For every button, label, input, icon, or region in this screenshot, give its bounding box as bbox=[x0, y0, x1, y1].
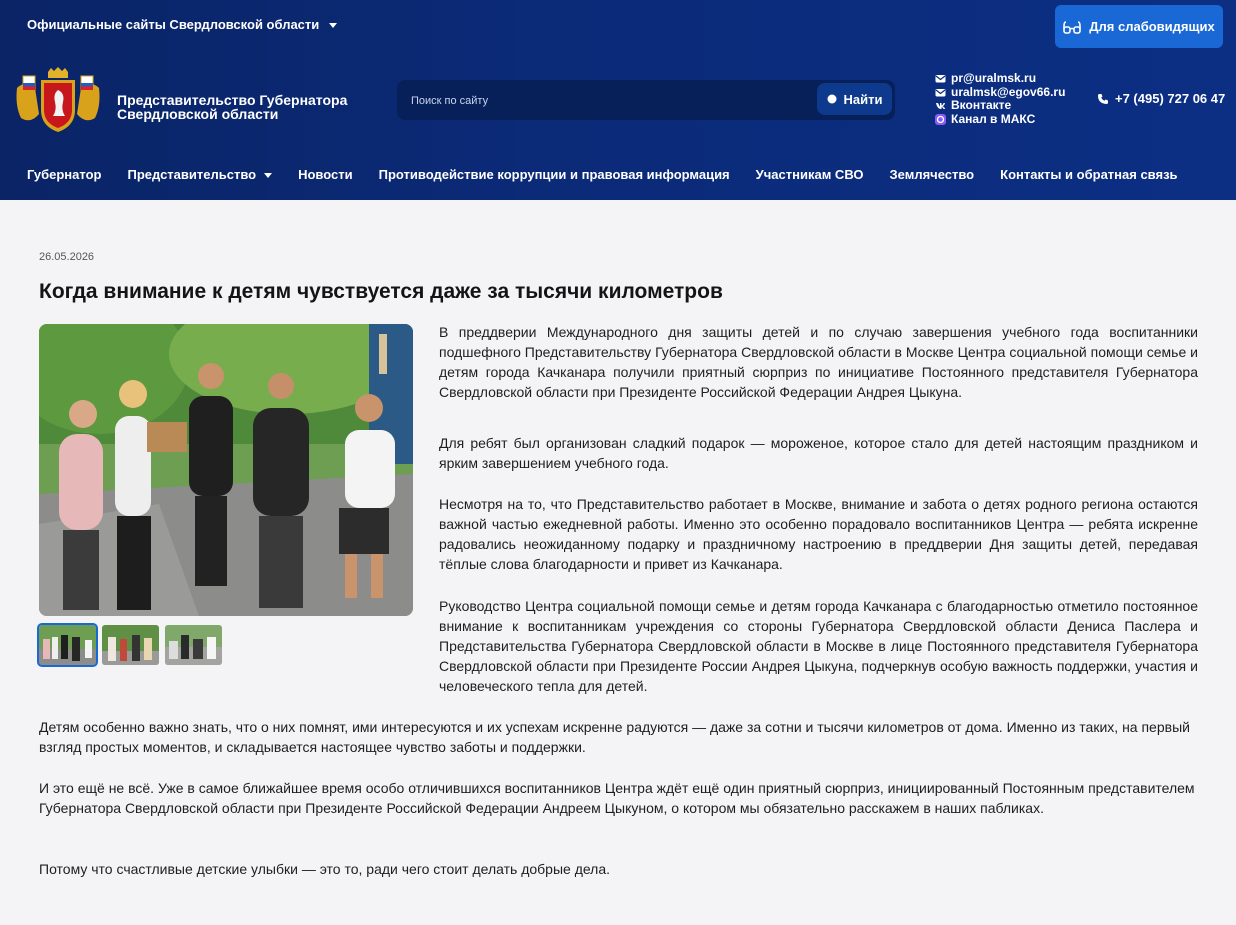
main-nav bbox=[27, 167, 1204, 182]
article-paragraph-5: Детям особенно важно знать, что о них помнят, ими интересуются и их успехам искренне радуются — даже за сотни и тысячи километров от дома. Именно из таких, на первый взгляд простых моментов, и складывается настоящее чувство заботы и поддержки. bbox=[39, 719, 1190, 755]
accessibility-button[interactable] bbox=[1055, 5, 1223, 48]
article-paragraph-3: Несмотря на то, что Представительство работает в Москве, внимание и забота о детях родного региона остаются важной частью ежедневной работы. Именно это особенно порадовало воспитанников Центра — ребята искренне радовались неожиданному подарку и праздничному настроению в преддверии Дня защиты детей, передавая тёплые слова благодарности и привет из Качканара. bbox=[439, 496, 1198, 572]
contact-vk[interactable] bbox=[935, 99, 1065, 113]
article-paragraph-1: В преддверии Международного дня защиты детей и по случаю завершения учебного года воспитанники подшефного Представительству Губернатора Свердловской области в Москве Центра социальной помощи семье и детям города Качканара получили приятный сюрприз по инициативе Постоянного представителя Губернатора Свердловской области при Президенте Российской Федерации Андрея Цыкуна. bbox=[439, 324, 1198, 400]
site-header bbox=[0, 0, 1236, 200]
phone-number: +7 (495) 727 06 47 bbox=[1115, 91, 1226, 106]
nav-label: Землячество bbox=[889, 167, 975, 182]
article-paragraph-7: Потому что счастливые детские улыбки — это то, ради чего стоит делать добрые дела. bbox=[39, 861, 611, 877]
regional-sites-label: Официальные сайты Свердловской области bbox=[27, 17, 320, 32]
contact-email-egov[interactable] bbox=[935, 86, 1065, 100]
contact-label: Вконтакте bbox=[951, 98, 1012, 112]
article-paragraph-6: И это ещё не всё. Уже в самое ближайшее время особо отличившихся воспитанников Центра ждёт ещё один приятный сюрприз, инициированный Постоянным представителем Губернатора Свердловской области при Президенте Российской Федерации Андреем Цыкуном, о котором мы обязательно расскажем в наших пабликах. bbox=[39, 780, 1195, 816]
contact-label: Канал в МАКС bbox=[951, 111, 1036, 126]
regional-sites-dropdown[interactable] bbox=[27, 17, 337, 32]
coat-of-arms-logo[interactable] bbox=[13, 66, 103, 134]
thumbnail-2[interactable] bbox=[102, 625, 159, 665]
nav-item-contacts[interactable] bbox=[1000, 167, 1177, 182]
search-input[interactable] bbox=[409, 90, 803, 112]
search-icon bbox=[827, 94, 838, 105]
nav-label: Контакты и обратная связь bbox=[1000, 167, 1178, 182]
vk-icon bbox=[935, 100, 946, 111]
main-photo[interactable] bbox=[39, 324, 413, 616]
nav-label: Губернатор bbox=[27, 167, 102, 182]
nav-item-representation[interactable] bbox=[127, 167, 272, 182]
article-paragraph-2: Для ребят был организован сладкий подарок — мороженое, которое стало для детей настоящим праздником и ярким завершением учебного года. bbox=[439, 435, 1198, 471]
nav-item-svo[interactable] bbox=[756, 167, 864, 182]
nav-label: Новости bbox=[298, 167, 353, 182]
mail-icon bbox=[935, 87, 946, 98]
phone-icon bbox=[1097, 93, 1109, 105]
chevron-down-icon bbox=[264, 173, 272, 178]
nav-item-news[interactable] bbox=[298, 167, 353, 182]
glasses-icon bbox=[1063, 20, 1081, 34]
photo-thumbnails bbox=[39, 625, 222, 665]
article-date: 26.05.2026 bbox=[39, 251, 95, 263]
mail-icon bbox=[935, 73, 946, 84]
nav-item-community[interactable] bbox=[890, 167, 975, 182]
contact-label: pr@uralmsk.ru bbox=[951, 71, 1037, 85]
article-paragraph-4: Руководство Центра социальной помощи семье и детям города Качканара с благодарностью отметило постоянное внимание к воспитанникам учреждения со стороны Губернатора Свердловской области Дениса Паслера и Представительства Губернатора Свердловской области в Москве в лице Постоянного представителя Губернатора Свердловской области при Президенте России Андрея Цыкуна, подчеркнув особую важность поддержки, участия и человеческого тепла для детей. bbox=[439, 598, 1198, 694]
phone-link[interactable] bbox=[1097, 91, 1225, 106]
search-button-label: Найти bbox=[843, 91, 883, 107]
contact-email-pr[interactable] bbox=[935, 72, 1065, 86]
nav-item-anticorruption[interactable] bbox=[379, 167, 730, 182]
search-button[interactable] bbox=[817, 83, 892, 115]
chevron-down-icon bbox=[329, 23, 337, 28]
contact-max[interactable] bbox=[935, 113, 1065, 127]
nav-label: Участникам СВО bbox=[755, 167, 864, 182]
nav-label: Противодействие коррупции и правовая информация bbox=[378, 167, 730, 182]
nav-label: Представительство bbox=[127, 167, 257, 182]
accessibility-label: Для слабовидящих bbox=[1089, 19, 1215, 34]
org-name[interactable]: Представительство Губернатора Свердловской области bbox=[117, 92, 348, 122]
article-title: Когда внимание к детям чувствуется даже за тысячи километров bbox=[39, 280, 723, 303]
thumbnail-1[interactable] bbox=[39, 625, 96, 665]
contact-label: uralmsk@egov66.ru bbox=[951, 84, 1066, 99]
contacts-list bbox=[935, 72, 1065, 126]
max-icon bbox=[935, 114, 946, 125]
nav-item-governor[interactable] bbox=[27, 167, 101, 182]
thumbnail-3[interactable] bbox=[165, 625, 222, 665]
